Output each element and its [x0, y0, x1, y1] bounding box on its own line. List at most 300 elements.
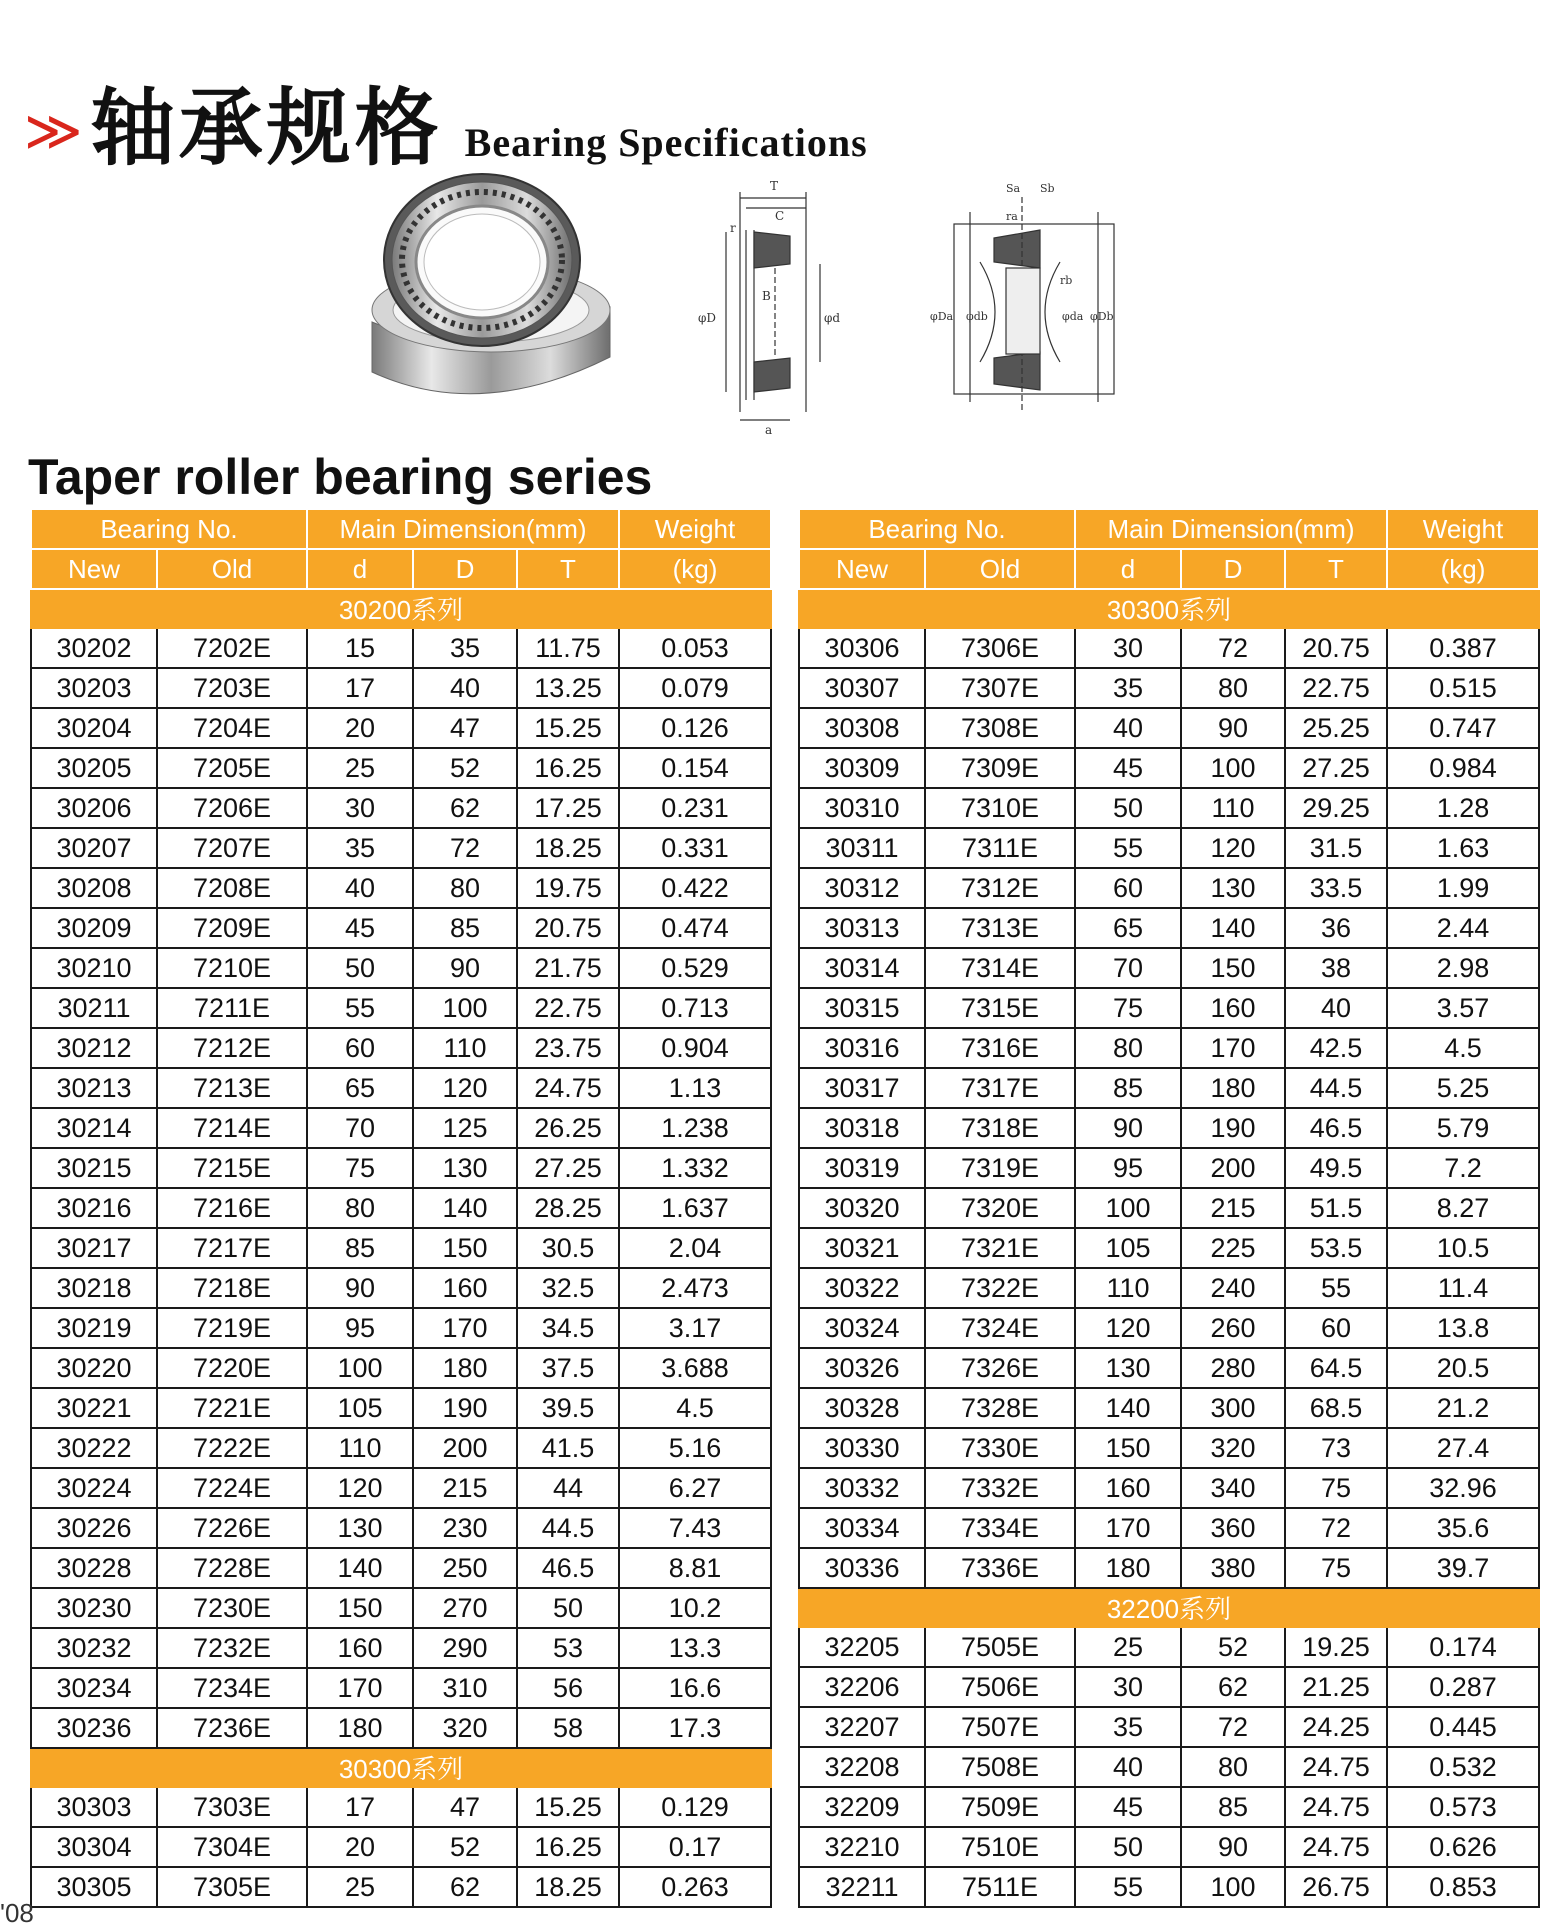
- cell-T: 41.5: [517, 1428, 619, 1468]
- cell-D: 52: [1181, 1627, 1285, 1667]
- cell-d: 95: [307, 1308, 413, 1348]
- cell-T: 72: [1285, 1508, 1387, 1548]
- cell-D: 340: [1181, 1468, 1285, 1508]
- cell-D: 170: [1181, 1028, 1285, 1068]
- series-header-row: [31, 589, 771, 628]
- cell-weight: 4.5: [619, 1388, 771, 1428]
- cell-d: 25: [307, 1867, 413, 1907]
- cell-old-no: 7314E: [925, 948, 1075, 988]
- series-title: 30300系列: [799, 589, 1539, 628]
- cell-D: 120: [413, 1068, 517, 1108]
- table-row: [799, 1108, 1539, 1148]
- cell-d: 35: [307, 828, 413, 868]
- cell-T: 16.25: [517, 1827, 619, 1867]
- cell-old-no: 7324E: [925, 1308, 1075, 1348]
- cell-d: 60: [307, 1028, 413, 1068]
- cell-old-no: 7202E: [157, 628, 307, 668]
- svg-text:φDa: φDa: [930, 310, 954, 323]
- cell-old-no: 7306E: [925, 628, 1075, 668]
- cell-old-no: 7219E: [157, 1308, 307, 1348]
- series-title: 30300系列: [31, 1748, 771, 1787]
- cell-T: 18.25: [517, 1867, 619, 1907]
- table-row: [799, 1308, 1539, 1348]
- table-row: [31, 1068, 771, 1108]
- cell-old-no: 7206E: [157, 788, 307, 828]
- cell-new-no: 30221: [31, 1388, 157, 1428]
- cell-T: 22.75: [517, 988, 619, 1028]
- cell-d: 130: [307, 1508, 413, 1548]
- double-chevron-icon: ≫: [24, 99, 83, 164]
- cell-d: 15: [307, 628, 413, 668]
- cell-new-no: 30207: [31, 828, 157, 868]
- header-main-dimension: Main Dimension(mm): [307, 509, 619, 549]
- cell-weight: 0.126: [619, 708, 771, 748]
- cell-T: 56: [517, 1668, 619, 1708]
- cell-new-no: 30310: [799, 788, 925, 828]
- table-row: [799, 828, 1539, 868]
- cell-old-no: 7208E: [157, 868, 307, 908]
- table-row: [31, 1308, 771, 1348]
- table-row: [799, 1548, 1539, 1588]
- table-row: [31, 1628, 771, 1668]
- cell-new-no: 30305: [31, 1867, 157, 1907]
- table-row: [31, 1108, 771, 1148]
- cell-weight: 16.6: [619, 1668, 771, 1708]
- svg-text:rb: rb: [1060, 274, 1073, 287]
- table-row: [799, 748, 1539, 788]
- table-row: [799, 1827, 1539, 1867]
- header-main-dimension: Main Dimension(mm): [1075, 509, 1387, 549]
- cell-old-no: 7505E: [925, 1627, 1075, 1667]
- cell-weight: 5.79: [1387, 1108, 1539, 1148]
- cell-old-no: 7216E: [157, 1188, 307, 1228]
- cell-d: 100: [307, 1348, 413, 1388]
- cell-old-no: 7332E: [925, 1468, 1075, 1508]
- cell-T: 34.5: [517, 1308, 619, 1348]
- cell-new-no: 30332: [799, 1468, 925, 1508]
- header-bearing-no: Bearing No.: [799, 509, 1075, 549]
- header-D-outer: D: [1181, 549, 1285, 589]
- cell-D: 80: [413, 868, 517, 908]
- cell-new-no: 30314: [799, 948, 925, 988]
- cell-d: 30: [307, 788, 413, 828]
- header-old: Old: [925, 549, 1075, 589]
- cell-d: 180: [307, 1708, 413, 1748]
- cell-old-no: 7210E: [157, 948, 307, 988]
- cell-D: 90: [1181, 1827, 1285, 1867]
- cell-weight: 10.2: [619, 1588, 771, 1628]
- cell-weight: 0.154: [619, 748, 771, 788]
- cell-T: 15.25: [517, 1787, 619, 1827]
- cell-D: 110: [1181, 788, 1285, 828]
- cell-weight: 0.984: [1387, 748, 1539, 788]
- table-body: [799, 589, 1539, 1907]
- cell-new-no: 30306: [799, 628, 925, 668]
- cell-d: 40: [307, 868, 413, 908]
- table-row: [799, 868, 1539, 908]
- cell-d: 65: [1075, 908, 1181, 948]
- cell-old-no: 7224E: [157, 1468, 307, 1508]
- cell-old-no: 7507E: [925, 1707, 1075, 1747]
- svg-text:a: a: [765, 423, 773, 437]
- cell-old-no: 7313E: [925, 908, 1075, 948]
- cell-T: 33.5: [1285, 868, 1387, 908]
- cell-T: 15.25: [517, 708, 619, 748]
- cell-d: 45: [1075, 748, 1181, 788]
- table-row: [31, 668, 771, 708]
- cell-new-no: 30307: [799, 668, 925, 708]
- cell-old-no: 7217E: [157, 1228, 307, 1268]
- cell-d: 140: [307, 1548, 413, 1588]
- cell-D: 85: [413, 908, 517, 948]
- cell-T: 39.5: [517, 1388, 619, 1428]
- cell-new-no: 30211: [31, 988, 157, 1028]
- cell-d: 40: [1075, 708, 1181, 748]
- cell-new-no: 30321: [799, 1228, 925, 1268]
- cell-D: 320: [1181, 1428, 1285, 1468]
- cell-weight: 8.81: [619, 1548, 771, 1588]
- cell-T: 24.75: [1285, 1787, 1387, 1827]
- table-row: [799, 668, 1539, 708]
- cell-weight: 0.287: [1387, 1667, 1539, 1707]
- cell-d: 50: [307, 948, 413, 988]
- cell-T: 68.5: [1285, 1388, 1387, 1428]
- cell-D: 360: [1181, 1508, 1285, 1548]
- cell-T: 24.75: [1285, 1747, 1387, 1787]
- cell-new-no: 30222: [31, 1428, 157, 1468]
- table-row: [31, 1867, 771, 1907]
- cell-old-no: 7311E: [925, 828, 1075, 868]
- cell-D: 90: [1181, 708, 1285, 748]
- cell-weight: 0.387: [1387, 628, 1539, 668]
- cell-weight: 5.16: [619, 1428, 771, 1468]
- cell-T: 31.5: [1285, 828, 1387, 868]
- cell-d: 60: [1075, 868, 1181, 908]
- cell-new-no: 32211: [799, 1867, 925, 1907]
- cell-old-no: 7330E: [925, 1428, 1075, 1468]
- cell-old-no: 7328E: [925, 1388, 1075, 1428]
- svg-text:Sa: Sa: [1006, 182, 1021, 195]
- cell-T: 44.5: [1285, 1068, 1387, 1108]
- cell-new-no: 30328: [799, 1388, 925, 1428]
- table-row: [799, 1388, 1539, 1428]
- table-row: [31, 1827, 771, 1867]
- table-row: [799, 628, 1539, 668]
- cell-old-no: 7221E: [157, 1388, 307, 1428]
- cell-D: 260: [1181, 1308, 1285, 1348]
- cell-new-no: 30304: [31, 1827, 157, 1867]
- cell-weight: 13.8: [1387, 1308, 1539, 1348]
- cell-new-no: 30320: [799, 1188, 925, 1228]
- cell-D: 280: [1181, 1348, 1285, 1388]
- cell-d: 50: [1075, 788, 1181, 828]
- cell-D: 72: [1181, 1707, 1285, 1747]
- cell-new-no: 32205: [799, 1627, 925, 1667]
- cell-new-no: 32206: [799, 1667, 925, 1707]
- cell-d: 75: [1075, 988, 1181, 1028]
- series-header-row: [31, 1748, 771, 1787]
- cell-D: 100: [1181, 1867, 1285, 1907]
- cell-T: 50: [517, 1588, 619, 1628]
- cell-d: 25: [1075, 1627, 1181, 1667]
- cell-new-no: 30210: [31, 948, 157, 988]
- cell-weight: 0.231: [619, 788, 771, 828]
- cell-new-no: 30214: [31, 1108, 157, 1148]
- cell-T: 24.75: [1285, 1827, 1387, 1867]
- cell-d: 45: [1075, 1787, 1181, 1827]
- table-row: [799, 1508, 1539, 1548]
- cell-d: 105: [307, 1388, 413, 1428]
- cell-T: 21.25: [1285, 1667, 1387, 1707]
- cell-T: 26.75: [1285, 1867, 1387, 1907]
- section-drawing-dimensions: [698, 179, 840, 437]
- cell-D: 200: [1181, 1148, 1285, 1188]
- cell-new-no: 30316: [799, 1028, 925, 1068]
- cell-weight: 1.99: [1387, 868, 1539, 908]
- spec-table-right: [798, 508, 1540, 1908]
- table-row: [799, 1707, 1539, 1747]
- cell-new-no: 30208: [31, 868, 157, 908]
- cell-new-no: 30230: [31, 1588, 157, 1628]
- series-header-row: [799, 1588, 1539, 1627]
- cell-T: 13.25: [517, 668, 619, 708]
- cell-weight: 0.904: [619, 1028, 771, 1068]
- table-row: [31, 1028, 771, 1068]
- cell-D: 300: [1181, 1388, 1285, 1428]
- table-row: [31, 1708, 771, 1748]
- cell-new-no: 30204: [31, 708, 157, 748]
- table-row: [799, 1667, 1539, 1707]
- cell-d: 110: [1075, 1268, 1181, 1308]
- cell-D: 120: [1181, 828, 1285, 868]
- cell-D: 125: [413, 1108, 517, 1148]
- cell-T: 20.75: [517, 908, 619, 948]
- table-row: [31, 1388, 771, 1428]
- cell-T: 51.5: [1285, 1188, 1387, 1228]
- cell-old-no: 7228E: [157, 1548, 307, 1588]
- cell-weight: 39.7: [1387, 1548, 1539, 1588]
- series-title: 30200系列: [31, 589, 771, 628]
- cell-d: 35: [1075, 1707, 1181, 1747]
- cell-D: 380: [1181, 1548, 1285, 1588]
- cell-weight: 0.529: [619, 948, 771, 988]
- cell-D: 180: [413, 1348, 517, 1388]
- table-row: [31, 1468, 771, 1508]
- cell-d: 55: [1075, 1867, 1181, 1907]
- cell-d: 35: [1075, 668, 1181, 708]
- cell-old-no: 7203E: [157, 668, 307, 708]
- cell-old-no: 7218E: [157, 1268, 307, 1308]
- cell-T: 75: [1285, 1548, 1387, 1588]
- cell-new-no: 30326: [799, 1348, 925, 1388]
- cell-d: 70: [307, 1108, 413, 1148]
- cell-d: 65: [307, 1068, 413, 1108]
- cell-old-no: 7509E: [925, 1787, 1075, 1827]
- cell-T: 18.25: [517, 828, 619, 868]
- cell-new-no: 30234: [31, 1668, 157, 1708]
- cell-T: 73: [1285, 1428, 1387, 1468]
- cell-d: 170: [1075, 1508, 1181, 1548]
- header-d-inner: d: [1075, 549, 1181, 589]
- cell-old-no: 7211E: [157, 988, 307, 1028]
- cell-d: 55: [1075, 828, 1181, 868]
- cell-new-no: 30313: [799, 908, 925, 948]
- cell-weight: 1.63: [1387, 828, 1539, 868]
- cell-d: 50: [1075, 1827, 1181, 1867]
- header-D-outer: D: [413, 549, 517, 589]
- cell-weight: 0.532: [1387, 1747, 1539, 1787]
- cell-weight: 0.626: [1387, 1827, 1539, 1867]
- cell-weight: 0.053: [619, 628, 771, 668]
- table-row: [31, 1188, 771, 1228]
- cell-D: 80: [1181, 668, 1285, 708]
- cell-old-no: 7321E: [925, 1228, 1075, 1268]
- header-weight-unit: (kg): [1387, 549, 1539, 589]
- cell-d: 105: [1075, 1228, 1181, 1268]
- cell-new-no: 30308: [799, 708, 925, 748]
- table-row: [799, 1348, 1539, 1388]
- header-T-width: T: [1285, 549, 1387, 589]
- cell-old-no: 7220E: [157, 1348, 307, 1388]
- cell-old-no: 7510E: [925, 1827, 1075, 1867]
- cell-weight: 6.27: [619, 1468, 771, 1508]
- cell-old-no: 7320E: [925, 1188, 1075, 1228]
- cell-old-no: 7226E: [157, 1508, 307, 1548]
- cell-d: 17: [307, 668, 413, 708]
- cell-d: 150: [1075, 1428, 1181, 1468]
- cell-old-no: 7308E: [925, 708, 1075, 748]
- cell-d: 100: [1075, 1188, 1181, 1228]
- cell-D: 52: [413, 1827, 517, 1867]
- cell-weight: 0.515: [1387, 668, 1539, 708]
- cell-T: 49.5: [1285, 1148, 1387, 1188]
- cell-new-no: 30205: [31, 748, 157, 788]
- cell-T: 46.5: [1285, 1108, 1387, 1148]
- table-row: [799, 708, 1539, 748]
- cell-new-no: 30318: [799, 1108, 925, 1148]
- cell-d: 170: [307, 1668, 413, 1708]
- table-row: [31, 868, 771, 908]
- cell-weight: 0.747: [1387, 708, 1539, 748]
- cell-D: 250: [413, 1548, 517, 1588]
- cell-D: 90: [413, 948, 517, 988]
- series-title: 32200系列: [799, 1588, 1539, 1627]
- cell-new-no: 30309: [799, 748, 925, 788]
- cell-D: 215: [413, 1468, 517, 1508]
- cell-T: 28.25: [517, 1188, 619, 1228]
- cell-T: 26.25: [517, 1108, 619, 1148]
- cell-weight: 17.3: [619, 1708, 771, 1748]
- cell-d: 90: [307, 1268, 413, 1308]
- cell-D: 62: [413, 1867, 517, 1907]
- cell-d: 20: [307, 1827, 413, 1867]
- svg-text:φd: φd: [824, 311, 841, 325]
- cell-D: 140: [413, 1188, 517, 1228]
- cell-weight: 11.4: [1387, 1268, 1539, 1308]
- cell-old-no: 7315E: [925, 988, 1075, 1028]
- cell-new-no: 30203: [31, 668, 157, 708]
- cell-D: 225: [1181, 1228, 1285, 1268]
- cell-T: 53: [517, 1628, 619, 1668]
- cell-new-no: 30312: [799, 868, 925, 908]
- cell-old-no: 7307E: [925, 668, 1075, 708]
- cell-old-no: 7319E: [925, 1148, 1075, 1188]
- cell-old-no: 7508E: [925, 1747, 1075, 1787]
- cell-d: 85: [307, 1228, 413, 1268]
- cell-D: 35: [413, 628, 517, 668]
- cell-old-no: 7334E: [925, 1508, 1075, 1548]
- cell-new-no: 30324: [799, 1308, 925, 1348]
- cell-new-no: 30330: [799, 1428, 925, 1468]
- cell-old-no: 7207E: [157, 828, 307, 868]
- section-title: Taper roller bearing series: [28, 449, 653, 505]
- cell-D: 170: [413, 1308, 517, 1348]
- spec-table-left: [30, 508, 772, 1908]
- cell-old-no: 7336E: [925, 1548, 1075, 1588]
- cell-d: 17: [307, 1787, 413, 1827]
- cell-D: 150: [1181, 948, 1285, 988]
- cell-T: 24.75: [517, 1068, 619, 1108]
- table-row: [799, 1627, 1539, 1667]
- cell-T: 46.5: [517, 1548, 619, 1588]
- table-row: [31, 1348, 771, 1388]
- header-weight-unit: (kg): [619, 549, 771, 589]
- table-row: [799, 788, 1539, 828]
- cell-new-no: 30220: [31, 1348, 157, 1388]
- table-row: [799, 948, 1539, 988]
- cell-new-no: 30217: [31, 1228, 157, 1268]
- cell-D: 62: [413, 788, 517, 828]
- table-row: [799, 908, 1539, 948]
- cell-D: 130: [1181, 868, 1285, 908]
- cell-D: 290: [413, 1628, 517, 1668]
- cell-D: 47: [413, 708, 517, 748]
- cell-T: 16.25: [517, 748, 619, 788]
- cell-new-no: 30206: [31, 788, 157, 828]
- cell-d: 80: [307, 1188, 413, 1228]
- cell-weight: 2.04: [619, 1228, 771, 1268]
- cell-weight: 0.573: [1387, 1787, 1539, 1827]
- cell-weight: 0.422: [619, 868, 771, 908]
- cell-weight: 35.6: [1387, 1508, 1539, 1548]
- cell-old-no: 7214E: [157, 1108, 307, 1148]
- table-row: [31, 788, 771, 828]
- cell-T: 44.5: [517, 1508, 619, 1548]
- cell-T: 19.25: [1285, 1627, 1387, 1667]
- svg-text:B: B: [762, 289, 771, 303]
- cell-d: 160: [1075, 1468, 1181, 1508]
- header-weight: Weight: [1387, 509, 1539, 549]
- cell-d: 40: [1075, 1747, 1181, 1787]
- cell-D: 270: [413, 1588, 517, 1628]
- cell-old-no: 7213E: [157, 1068, 307, 1108]
- svg-text:φda: φda: [1062, 310, 1084, 323]
- cell-T: 42.5: [1285, 1028, 1387, 1068]
- cell-d: 20: [307, 708, 413, 748]
- cell-T: 44: [517, 1468, 619, 1508]
- svg-text:Sb: Sb: [1040, 182, 1055, 195]
- cell-d: 110: [307, 1428, 413, 1468]
- cell-new-no: 30334: [799, 1508, 925, 1548]
- title-chinese: 轴承规格: [90, 79, 443, 177]
- cell-weight: 1.13: [619, 1068, 771, 1108]
- table-row: [799, 1787, 1539, 1827]
- cell-old-no: 7215E: [157, 1148, 307, 1188]
- cell-old-no: 7326E: [925, 1348, 1075, 1388]
- cell-D: 40: [413, 668, 517, 708]
- cell-old-no: 7506E: [925, 1667, 1075, 1707]
- cell-old-no: 7232E: [157, 1628, 307, 1668]
